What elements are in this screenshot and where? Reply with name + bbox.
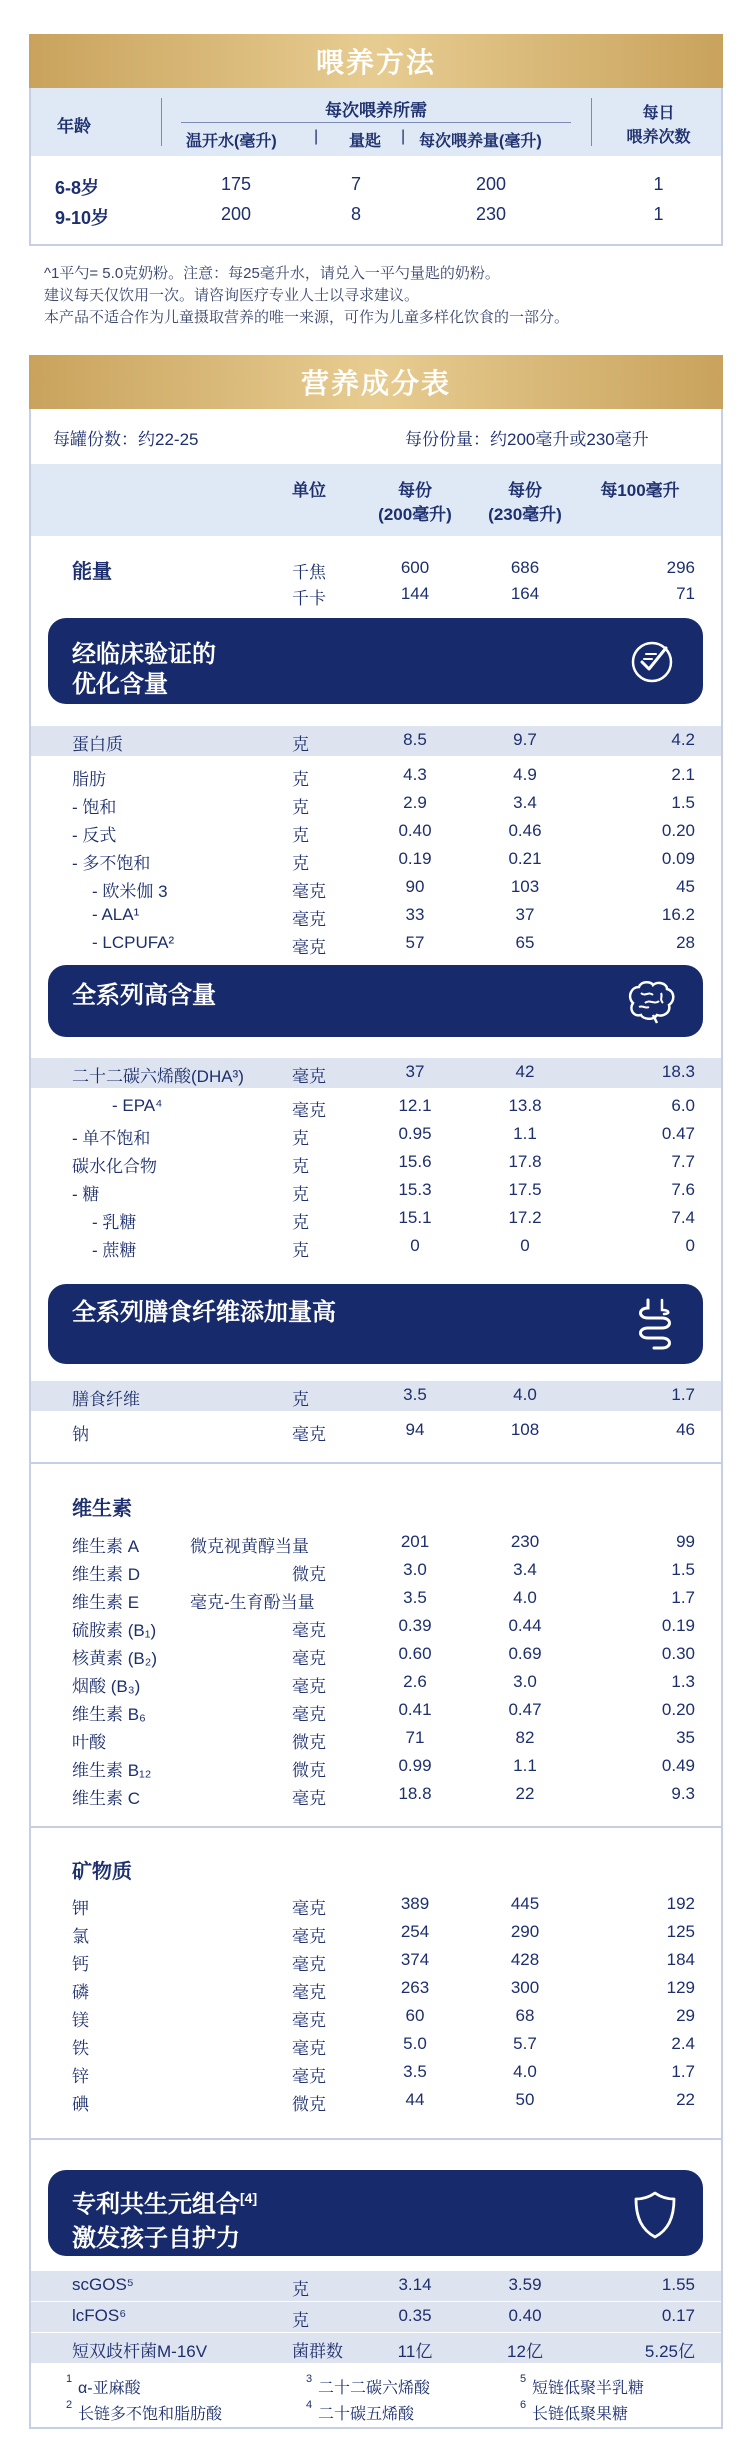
feeding-scoop: 8 bbox=[350, 204, 361, 224]
footnote-number: 4 bbox=[306, 2399, 313, 2411]
servings-per-can: 每罐份数：约22-25 bbox=[53, 430, 199, 449]
nutrient-value-230: 4.0 bbox=[513, 2062, 537, 2081]
nutrient-value-230: 445 bbox=[510, 1894, 540, 1913]
nutrient-unit: 毫克 bbox=[292, 2011, 326, 2030]
nutrient-value-200: 15.3 bbox=[398, 1180, 432, 1199]
nutrient-value-230: 4.0 bbox=[513, 1385, 537, 1404]
nutrient-value-100: 0.20 bbox=[661, 1700, 695, 1719]
col-group: 每次喂养所需 bbox=[325, 101, 427, 120]
nutrient-value-100: 192 bbox=[666, 1894, 695, 1913]
nutrient-unit: 毫克 bbox=[292, 2039, 326, 2058]
feeding-times: 1 bbox=[653, 204, 664, 224]
nutrient-value-100: 4.2 bbox=[671, 730, 695, 749]
nutrient-value-230: 22 bbox=[515, 1784, 535, 1803]
nutrient-value-230: 300 bbox=[510, 1978, 540, 1997]
nutrient-unit: 克 bbox=[292, 798, 309, 817]
banner-high-content bbox=[48, 965, 703, 1037]
nutrient-value-200: 389 bbox=[400, 1894, 430, 1913]
col-230-line2: (230毫升) bbox=[488, 505, 562, 524]
nutrient-value-200: 2.9 bbox=[403, 793, 427, 812]
col-scoop: 量匙 bbox=[349, 133, 382, 150]
nutrient-value-230: 3.0 bbox=[513, 1672, 537, 1691]
nutrient-label: 硫胺素 (B₁) bbox=[72, 1621, 157, 1640]
nutrient-value-230: 103 bbox=[510, 877, 540, 896]
nutrient-value-230: 3.59 bbox=[508, 2275, 542, 2294]
nutrient-value-230: 3.4 bbox=[513, 793, 537, 812]
feeding-title: 喂养方法 bbox=[315, 47, 436, 78]
footnote-text: 长链多不饱和脂肪酸 bbox=[78, 2406, 223, 2423]
nutrient-label: 钙 bbox=[72, 1955, 89, 1974]
nutrient-label: - ALA¹ bbox=[92, 905, 140, 924]
nutrient-unit: 微克 bbox=[292, 1565, 326, 1584]
nutrient-label: 镁 bbox=[72, 2011, 89, 2030]
nutrient-value-200: 3.14 bbox=[398, 2275, 432, 2294]
nutrient-value-100: 1.5 bbox=[671, 793, 695, 812]
energy-value-230: 164 bbox=[510, 584, 540, 603]
nutrient-value-100: 9.3 bbox=[671, 1784, 695, 1803]
nutrient-unit: 克 bbox=[292, 2311, 309, 2330]
check-badge-icon bbox=[626, 636, 678, 688]
nutrient-unit: 毫克 bbox=[292, 1621, 326, 1640]
nutrient-value-200: 8.5 bbox=[403, 730, 427, 749]
feeding-water: 200 bbox=[220, 204, 252, 224]
nutrient-label: 膳食纤维 bbox=[72, 1390, 140, 1409]
nutrient-unit: 毫克 bbox=[292, 882, 326, 901]
nutrient-value-230: 0.21 bbox=[508, 849, 542, 868]
nutrient-value-100: 0.49 bbox=[661, 1756, 695, 1775]
nutrient-value-100: 99 bbox=[676, 1532, 695, 1551]
section-divider bbox=[29, 1462, 723, 1464]
nutrient-value-100: 22 bbox=[676, 2090, 695, 2109]
nutrient-unit: 毫克 bbox=[292, 1955, 326, 1974]
nutrient-value-230: 3.4 bbox=[513, 1560, 537, 1579]
nutrient-value-200: 5.0 bbox=[403, 2034, 427, 2053]
nutrient-value-100: 35 bbox=[676, 1728, 695, 1747]
col-200-line1: 每份 bbox=[398, 481, 432, 500]
nutrient-value-100: 5.25亿 bbox=[644, 2342, 695, 2361]
banner-synbiotic-line2: 激发孩子自护力 bbox=[72, 2225, 240, 2252]
nutrient-value-230: 17.2 bbox=[508, 1208, 542, 1227]
nutrient-unit: 克 bbox=[292, 1241, 309, 1260]
nutrient-value-200: 374 bbox=[400, 1950, 430, 1969]
nutrient-value-230: 0 bbox=[520, 1236, 530, 1255]
nutrient-label: - 乳糖 bbox=[92, 1213, 137, 1232]
nutrient-value-230: 0.47 bbox=[508, 1700, 542, 1719]
nutrition-table bbox=[29, 409, 723, 2429]
feeding-note: 建议每天仅饮用一次。请咨询医疗专业人士以寻求建议。 bbox=[44, 287, 420, 304]
nutrient-unit: 微克 bbox=[292, 1761, 326, 1780]
feeding-table bbox=[29, 88, 723, 246]
nutrient-unit: 克 bbox=[292, 735, 309, 754]
nutrient-value-200: 3.5 bbox=[403, 1588, 427, 1607]
banner-fiber-line1: 全系列膳食纤维添加量高 bbox=[72, 1299, 336, 1326]
feeding-age: 9-10岁 bbox=[55, 208, 110, 228]
nutrient-value-230: 68 bbox=[515, 2006, 535, 2025]
nutrient-value-200: 0.41 bbox=[398, 1700, 432, 1719]
nutrient-label: 脂肪 bbox=[72, 770, 106, 789]
nutrient-unit: 毫克-生育酚当量 bbox=[190, 1593, 315, 1612]
nutrient-value-100: 6.0 bbox=[671, 1096, 695, 1115]
nutrient-label: 维生素 A bbox=[72, 1537, 140, 1556]
nutrient-label: lcFOS⁶ bbox=[72, 2306, 127, 2325]
nutrient-value-100: 7.4 bbox=[671, 1208, 695, 1227]
nutrient-label: 维生素 B₁₂ bbox=[72, 1761, 152, 1780]
col-230-line1: 每份 bbox=[508, 481, 542, 500]
nutrient-value-230: 17.5 bbox=[508, 1180, 542, 1199]
nutrient-value-230: 1.1 bbox=[513, 1124, 537, 1143]
nutrient-value-100: 29 bbox=[676, 2006, 695, 2025]
nutrient-label: 氯 bbox=[72, 1927, 89, 1946]
nutrient-value-200: 11亿 bbox=[397, 2342, 433, 2361]
nutrient-unit: 克 bbox=[292, 1185, 309, 1204]
nutrient-value-200: 71 bbox=[405, 1728, 425, 1747]
nutrient-value-200: 2.6 bbox=[403, 1672, 427, 1691]
nutrient-value-100: 16.2 bbox=[661, 905, 695, 924]
nutrient-value-200: 18.8 bbox=[398, 1784, 432, 1803]
nutrient-value-200: 0.19 bbox=[398, 849, 432, 868]
nutrient-label: 叶酸 bbox=[72, 1733, 106, 1752]
nutrient-label: - 欧米伽 3 bbox=[92, 882, 168, 901]
nutrient-value-200: 0.95 bbox=[398, 1124, 432, 1143]
vitamins-label: 维生素 bbox=[72, 1498, 132, 1520]
nutrient-unit: 毫克 bbox=[292, 1101, 326, 1120]
nutrient-value-100: 0.47 bbox=[661, 1124, 695, 1143]
nutrient-value-230: 0.69 bbox=[508, 1644, 542, 1663]
nutrient-value-230: 50 bbox=[515, 2090, 535, 2109]
col-times-line1: 每日 bbox=[642, 105, 675, 122]
energy-value-100: 296 bbox=[666, 558, 695, 577]
nutrient-value-200: 94 bbox=[405, 1420, 425, 1439]
nutrient-value-100: 125 bbox=[666, 1922, 695, 1941]
footnote-number: 2 bbox=[66, 2399, 73, 2411]
nutrient-value-200: 90 bbox=[405, 877, 425, 896]
nutrient-value-200: 263 bbox=[400, 1978, 430, 1997]
nutrient-value-100: 1.7 bbox=[671, 2062, 695, 2081]
serving-size: 每份份量：约200毫升或230毫升 bbox=[405, 430, 649, 449]
nutrient-value-100: 7.7 bbox=[671, 1152, 695, 1171]
col-100: 每100毫升 bbox=[600, 481, 680, 500]
feeding-scoop: 7 bbox=[350, 174, 361, 194]
footnote-text: 短链低聚半乳糖 bbox=[532, 2380, 645, 2397]
nutrient-value-230: 0.44 bbox=[508, 1616, 542, 1635]
energy-value-100: 71 bbox=[676, 584, 695, 603]
nutrition-title-bar bbox=[29, 355, 723, 409]
nutrient-value-100: 2.1 bbox=[671, 765, 695, 784]
nutrient-value-200: 0 bbox=[410, 1236, 420, 1255]
brain-icon bbox=[623, 977, 679, 1025]
nutrient-value-200: 15.6 bbox=[398, 1152, 432, 1171]
banner-synbiotic bbox=[48, 2170, 703, 2256]
nutrient-value-100: 45 bbox=[676, 877, 695, 896]
feeding-title-bar bbox=[29, 34, 723, 88]
banner-synbiotic-line1-text: 专利共生元组合 bbox=[72, 2191, 240, 2218]
nutrient-unit: 微克 bbox=[292, 2095, 326, 2114]
energy-unit: 千卡 bbox=[292, 589, 326, 608]
nutrient-value-100: 0.19 bbox=[661, 1616, 695, 1635]
col-200-line2: (200毫升) bbox=[378, 505, 452, 524]
banner-synbiotic-ref: [4] bbox=[240, 2190, 258, 2206]
nutrient-value-100: 0.30 bbox=[661, 1644, 695, 1663]
nutrient-unit: 毫克 bbox=[292, 1705, 326, 1724]
nutrient-value-200: 33 bbox=[405, 905, 425, 924]
intestine-icon bbox=[630, 1296, 680, 1352]
feeding-note: 本产品不适合作为儿童摄取营养的唯一来源，可作为儿童多样化饮食的一部分。 bbox=[44, 309, 570, 326]
nutrient-unit: 微克视黄醇当量 bbox=[190, 1537, 309, 1556]
nutrient-unit: 毫克 bbox=[292, 938, 326, 957]
nutrient-value-230: 13.8 bbox=[508, 1096, 542, 1115]
nutrient-label: - EPA⁴ bbox=[112, 1096, 163, 1115]
nutrient-value-230: 42 bbox=[515, 1062, 535, 1081]
nutrient-label: - 蔗糖 bbox=[92, 1241, 137, 1260]
nutrient-label: 短双歧杆菌M-16V bbox=[72, 2342, 208, 2361]
nutrient-unit: 克 bbox=[292, 1157, 309, 1176]
col-age: 年龄 bbox=[57, 117, 91, 136]
nutrient-value-100: 1.55 bbox=[661, 2275, 695, 2294]
nutrient-label: 磷 bbox=[72, 1983, 89, 2002]
nutrient-value-200: 57 bbox=[405, 933, 425, 952]
feeding-volume: 200 bbox=[475, 174, 507, 194]
feeding-volume: 230 bbox=[475, 204, 507, 224]
divider bbox=[591, 98, 592, 146]
nutrient-value-200: 60 bbox=[405, 2006, 425, 2025]
col-sep: | bbox=[314, 128, 319, 145]
nutrient-label: - 单不饱和 bbox=[72, 1129, 151, 1148]
nutrient-unit: 毫克 bbox=[292, 1927, 326, 1946]
nutrient-value-200: 0.39 bbox=[398, 1616, 432, 1635]
nutrient-value-100: 0 bbox=[685, 1236, 695, 1255]
nutrient-value-230: 230 bbox=[510, 1532, 540, 1551]
nutrient-value-200: 3.5 bbox=[403, 2062, 427, 2081]
banner-clinical-line2: 优化含量 bbox=[72, 671, 168, 698]
nutrient-value-230: 1.1 bbox=[513, 1756, 537, 1775]
nutrient-unit: 毫克 bbox=[292, 1983, 326, 2002]
nutrient-unit: 毫克 bbox=[292, 1067, 326, 1086]
feeding-age: 6-8岁 bbox=[55, 178, 100, 198]
nutrient-unit: 克 bbox=[292, 1390, 309, 1409]
nutrient-value-200: 15.1 bbox=[398, 1208, 432, 1227]
nutrient-label: 维生素 B₆ bbox=[72, 1705, 146, 1724]
col-water: 温开水(毫升) bbox=[186, 133, 277, 150]
nutrient-unit: 克 bbox=[292, 1129, 309, 1148]
footnote-number: 5 bbox=[520, 2373, 527, 2385]
nutrient-value-100: 129 bbox=[666, 1978, 695, 1997]
nutrient-value-230: 82 bbox=[515, 1728, 535, 1747]
nutrient-value-230: 37 bbox=[515, 905, 535, 924]
nutrient-label: - 糖 bbox=[72, 1185, 100, 1204]
col-times-line2: 喂养次数 bbox=[626, 129, 691, 146]
nutrient-value-200: 254 bbox=[400, 1922, 430, 1941]
nutrient-value-100: 28 bbox=[676, 933, 695, 952]
nutrient-value-200: 12.1 bbox=[398, 1096, 432, 1115]
banner-clinical-line1: 经临床验证的 bbox=[72, 641, 216, 668]
energy-value-200: 600 bbox=[400, 558, 430, 577]
nutrient-value-200: 3.0 bbox=[403, 1560, 427, 1579]
nutrient-value-200: 4.3 bbox=[403, 765, 427, 784]
nutrient-label: - 多不饱和 bbox=[72, 854, 151, 873]
nutrient-unit: 克 bbox=[292, 826, 309, 845]
footnote-number: 6 bbox=[520, 2399, 527, 2411]
nutrient-unit: 毫克 bbox=[292, 1425, 326, 1444]
divider bbox=[181, 122, 571, 123]
section-divider bbox=[29, 1826, 723, 1828]
energy-unit: 千焦 bbox=[292, 563, 326, 582]
nutrient-value-200: 201 bbox=[400, 1532, 430, 1551]
nutrient-unit: 克 bbox=[292, 1213, 309, 1232]
nutrient-value-100: 1.7 bbox=[671, 1385, 695, 1404]
footnote-text: 二十二碳六烯酸 bbox=[318, 2380, 431, 2397]
nutrient-value-100: 0.17 bbox=[661, 2306, 695, 2325]
minerals-label: 矿物质 bbox=[72, 1861, 132, 1883]
nutrient-unit: 毫克 bbox=[292, 1649, 326, 1668]
energy-value-200: 144 bbox=[400, 584, 430, 603]
energy-value-230: 686 bbox=[510, 558, 540, 577]
banner-high-content-line1: 全系列高含量 bbox=[72, 982, 216, 1009]
nutrient-value-100: 0.09 bbox=[661, 849, 695, 868]
nutrient-value-200: 0.99 bbox=[398, 1756, 432, 1775]
nutrient-value-230: 17.8 bbox=[508, 1152, 542, 1171]
nutrient-label: 碳水化合物 bbox=[72, 1157, 157, 1176]
nutrient-value-200: 0.40 bbox=[398, 821, 432, 840]
nutrient-value-100: 1.5 bbox=[671, 1560, 695, 1579]
nutrient-unit: 克 bbox=[292, 770, 309, 789]
nutrient-value-100: 46 bbox=[676, 1420, 695, 1439]
banner-synbiotic-line1 bbox=[72, 2184, 257, 2219]
footnote-text: 二十碳五烯酸 bbox=[318, 2406, 415, 2423]
nutrient-value-230: 4.0 bbox=[513, 1588, 537, 1607]
nutrient-value-200: 37 bbox=[405, 1062, 425, 1081]
nutrient-label: 钠 bbox=[72, 1425, 89, 1444]
nutrient-unit: 毫克 bbox=[292, 1899, 326, 1918]
nutrient-value-230: 9.7 bbox=[513, 730, 537, 749]
nutrient-label: 碘 bbox=[72, 2095, 89, 2114]
nutrient-label: - 反式 bbox=[72, 826, 117, 845]
nutrient-unit: 菌群数 bbox=[292, 2342, 343, 2361]
nutrient-unit: 毫克 bbox=[292, 1789, 326, 1808]
nutrient-value-230: 0.40 bbox=[508, 2306, 542, 2325]
shield-icon bbox=[632, 2190, 678, 2240]
nutrient-unit: 毫克 bbox=[292, 2067, 326, 2086]
nutrient-value-230: 108 bbox=[510, 1420, 540, 1439]
nutrient-label: 维生素 D bbox=[72, 1565, 140, 1584]
nutrient-value-100: 7.6 bbox=[671, 1180, 695, 1199]
nutrient-label: 锌 bbox=[72, 2067, 89, 2086]
nutrient-label: 烟酸 (B₃) bbox=[72, 1677, 141, 1696]
banner-fiber bbox=[48, 1284, 703, 1364]
nutrient-label: scGOS⁵ bbox=[72, 2275, 134, 2294]
nutrient-label: 维生素 E bbox=[72, 1593, 140, 1612]
nutrient-value-200: 0.35 bbox=[398, 2306, 432, 2325]
nutrient-value-230: 428 bbox=[510, 1950, 540, 1969]
nutrient-value-230: 65 bbox=[515, 933, 535, 952]
energy-label: 能量 bbox=[72, 561, 112, 583]
nutrient-unit: 毫克 bbox=[292, 910, 326, 929]
col-unit: 单位 bbox=[292, 481, 326, 500]
feeding-times: 1 bbox=[653, 174, 664, 194]
nutrient-unit: 微克 bbox=[292, 1733, 326, 1752]
feeding-note: ^1平勺= 5.0克奶粉。注意：每25毫升水，请兑入一平勺量匙的奶粉。 bbox=[44, 265, 500, 282]
nutrient-value-230: 0.46 bbox=[508, 821, 542, 840]
nutrient-value-200: 3.5 bbox=[403, 1385, 427, 1404]
nutrient-label: 维生素 C bbox=[72, 1789, 140, 1808]
nutrient-value-200: 0.60 bbox=[398, 1644, 432, 1663]
nutrient-value-100: 1.3 bbox=[671, 1672, 695, 1691]
nutrient-value-100: 2.4 bbox=[671, 2034, 695, 2053]
nutrient-label: 铁 bbox=[72, 2039, 89, 2058]
footnote-number: 3 bbox=[306, 2373, 313, 2385]
footnote-text: α-亚麻酸 bbox=[78, 2380, 141, 2397]
nutrition-title: 营养成分表 bbox=[300, 368, 451, 399]
nutrient-unit: 克 bbox=[292, 854, 309, 873]
nutrient-value-100: 184 bbox=[666, 1950, 695, 1969]
nutrient-value-230: 290 bbox=[510, 1922, 540, 1941]
nutrient-unit: 毫克 bbox=[292, 1677, 326, 1696]
nutrient-label: 钾 bbox=[72, 1899, 89, 1918]
nutrient-label: - LCPUFA² bbox=[92, 933, 175, 952]
nutrient-value-230: 12亿 bbox=[507, 2342, 543, 2361]
footnote-text: 长链低聚果糖 bbox=[532, 2406, 629, 2423]
nutrient-value-200: 44 bbox=[405, 2090, 425, 2109]
feeding-water: 175 bbox=[220, 174, 252, 194]
nutrient-label: 蛋白质 bbox=[72, 735, 123, 754]
divider bbox=[161, 98, 162, 146]
nutrient-value-230: 4.9 bbox=[513, 765, 537, 784]
footnote-number: 1 bbox=[66, 2373, 73, 2385]
nutrient-unit: 克 bbox=[292, 2280, 309, 2299]
banner-clinical bbox=[48, 618, 703, 704]
col-volume: 每次喂养量(毫升) bbox=[419, 133, 542, 150]
section-divider bbox=[29, 2138, 723, 2140]
nutrient-label: 二十二碳六烯酸(DHA³) bbox=[72, 1067, 244, 1086]
nutrient-value-100: 0.20 bbox=[661, 821, 695, 840]
nutrient-label: - 饱和 bbox=[72, 798, 117, 817]
nutrient-value-100: 1.7 bbox=[671, 1588, 695, 1607]
nutrient-label: 核黄素 (B₂) bbox=[72, 1649, 157, 1668]
nutrient-value-230: 5.7 bbox=[513, 2034, 537, 2053]
nutrient-value-100: 18.3 bbox=[661, 1062, 695, 1081]
col-sep: | bbox=[401, 128, 406, 145]
